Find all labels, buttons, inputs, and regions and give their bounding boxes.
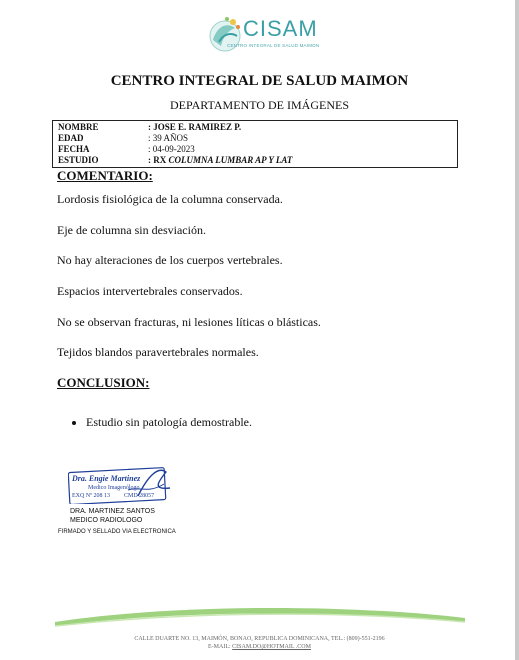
footer-address: CALLE DUARTE NO. 13, MAIMÓN, BONAO, REPUBLICA DOMINICANA, TEL.: (809)-551-2196 bbox=[134, 636, 385, 642]
estudio-value-wrap bbox=[148, 155, 292, 166]
logo-wordmark: CISAM bbox=[243, 16, 318, 41]
fecha-value: : 04-09-2023 bbox=[148, 144, 195, 154]
footer-wave-decoration bbox=[55, 598, 465, 628]
signature-note: FIRMADO Y SELLADO VIA ELECTRONICA bbox=[58, 529, 176, 535]
estudio-prefix: : RX bbox=[148, 155, 169, 165]
logo-mark-icon bbox=[205, 12, 245, 56]
signature-block bbox=[58, 458, 218, 538]
signer-role: MEDICO RADIOLOGO bbox=[70, 517, 143, 524]
conclusion-heading: CONCLUSION: bbox=[57, 375, 150, 390]
conclusion-item-text: Estudio sin patología demostrable. bbox=[86, 415, 252, 429]
logo-tagline: CENTRO INTEGRAL DE SALUD MAIMON bbox=[227, 43, 320, 48]
edad-value: : 39 AÑOS bbox=[148, 133, 189, 143]
estudio-value: COLUMNA LUMBAR AP Y LAT bbox=[168, 155, 293, 165]
stamp-title: Medico Imagenólogo bbox=[88, 485, 140, 491]
signer-name: DRA. MARTINEZ SANTOS bbox=[70, 508, 155, 515]
comentario-line: Lordosis fisiológica de la columna conservada. bbox=[57, 192, 283, 206]
comentario-line: No hay alteraciones de los cuerpos vertebrales. bbox=[57, 253, 283, 267]
cisam-logo bbox=[205, 12, 325, 56]
footer-email-label: E-MAIL: bbox=[208, 644, 233, 650]
estudio-label: ESTUDIO bbox=[58, 155, 99, 165]
comentario-line: Tejidos blandos paravertebrales normales. bbox=[57, 345, 259, 359]
comentario-line: Espacios intervertebrales conservados. bbox=[57, 284, 243, 298]
footer-email-link[interactable]: CISAM.DO@HOTMAIL .COM bbox=[232, 644, 311, 650]
doctor-stamp bbox=[68, 466, 172, 504]
comentario-line: No se observan fracturas, ni lesiones líticas o blásticas. bbox=[57, 315, 321, 329]
patient-info-box bbox=[52, 120, 458, 168]
nombre-label: NOMBRE bbox=[58, 122, 99, 132]
comentario-line: Eje de columna sin desviación. bbox=[57, 223, 206, 237]
bullet-icon bbox=[72, 421, 76, 425]
stamp-name: Dra. Engie Martinez bbox=[72, 474, 141, 483]
footer-email-line bbox=[0, 644, 519, 650]
edad-label: EDAD bbox=[58, 133, 84, 143]
nombre-value: : JOSE E. RAMIREZ P. bbox=[148, 122, 242, 132]
comentario-heading: COMENTARIO: bbox=[57, 168, 153, 183]
department-title: DEPARTAMENTO DE IMÁGENES bbox=[170, 98, 349, 112]
page-title: CENTRO INTEGRAL DE SALUD MAIMON bbox=[110, 73, 409, 89]
fecha-label: FECHA bbox=[58, 144, 90, 154]
stamp-cmd: CMD 28057 bbox=[124, 493, 155, 499]
stamp-exq: EXQ Nº 208 13 bbox=[72, 493, 111, 499]
